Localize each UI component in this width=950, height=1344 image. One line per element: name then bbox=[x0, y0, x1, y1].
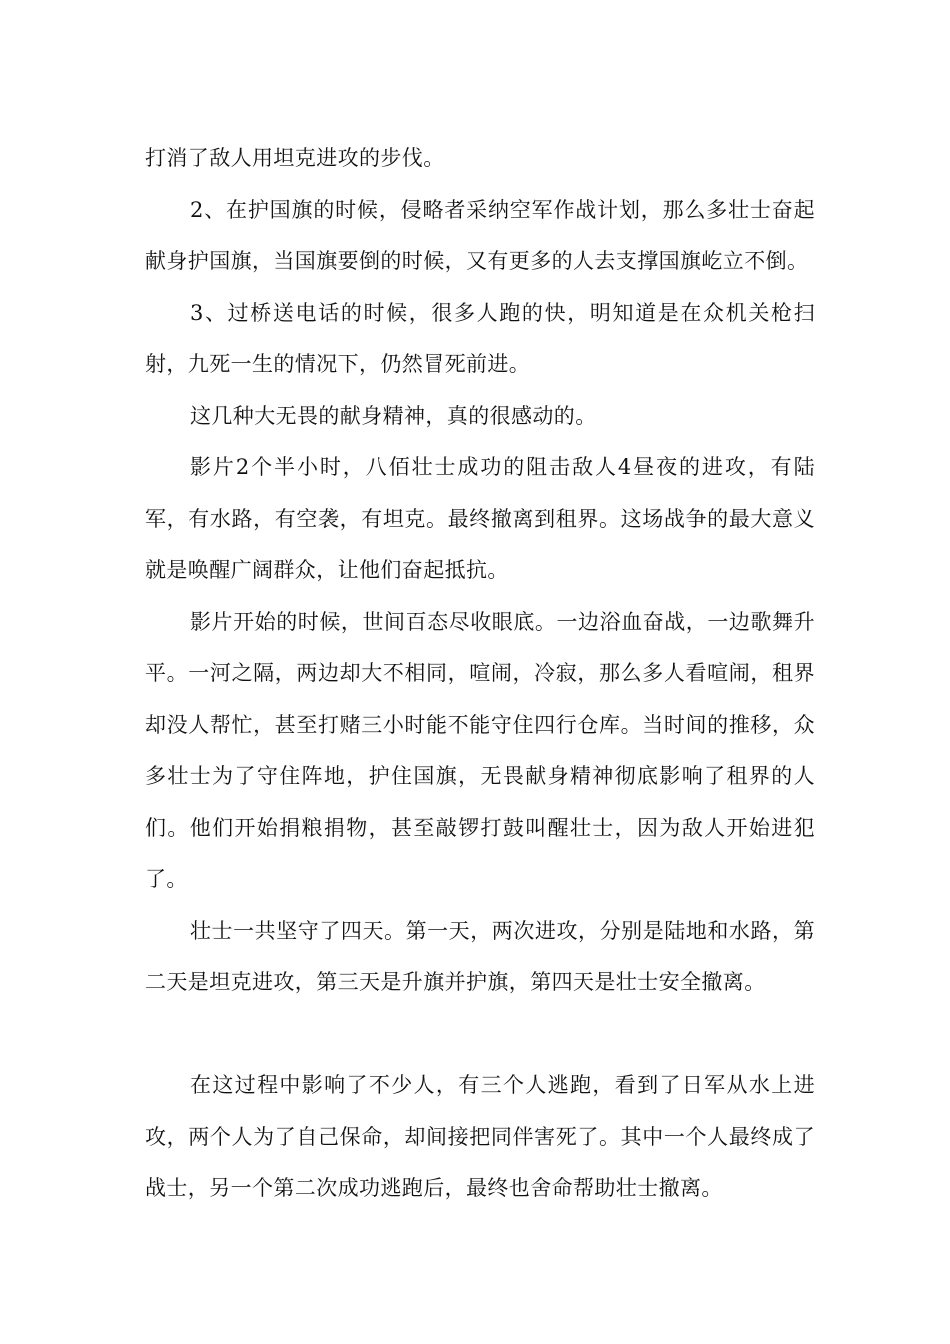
paragraph-film-length: 影片2个半小时，八佰壮士成功的阻击敌人4昼夜的进攻，有陆军，有水路，有空袭，有坦克。最终撤离到租界。这场战争的最大意义就是唤醒广阔群众，让他们奋起抵抗。 bbox=[145, 455, 815, 582]
paragraph-four-days: 壮士一共坚守了四天。第一天，两次进攻，分别是陆地和水路，第二天是坦克进攻，第三天是升旗并护旗，第四天是壮士安全撤离。 bbox=[145, 918, 815, 994]
paragraph-point-3: 3、过桥送电话的时候，很多人跑的快，明知道是在众机关枪扫射，九死一生的情况下，仍然冒死前进。 bbox=[145, 300, 815, 376]
body-text bbox=[145, 133, 815, 1215]
paragraph-film-opening: 影片开始的时候，世间百态尽收眼底。一边浴血奋战，一边歌舞升平。一河之隔，两边却大不相同，喧闹，冷寂，那么多人看喧闹，租界却没人帮忙，甚至打赌三小时能不能守住四行仓库。当时间的推移，众多壮士为了守住阵地，护住国旗，无畏献身精神彻底影响了租界的人们。他们开始捐粮捐物，甚至敲锣打鼓叫醒壮士，因为敌人开始进犯了。 bbox=[145, 609, 815, 891]
paragraph-continuation: 打消了敌人用坦克进攻的步伐。 bbox=[145, 146, 445, 170]
paragraph-point-2: 2、在护国旗的时候，侵略者采纳空军作战计划，那么多壮士奋起献身护国旗，当国旗要倒的时候，又有更多的人去支撑国旗屹立不倒。 bbox=[145, 197, 815, 273]
paragraph-influence: 在这过程中影响了不少人，有三个人逃跑，看到了日军从水上进攻，两个人为了自己保命，却间接把同伴害死了。其中一个人最终成了战士，另一个第二次成功逃跑后，最终也舍命帮助壮士撤离。 bbox=[145, 1073, 815, 1200]
blank-line bbox=[145, 1009, 815, 1061]
paragraph-spirit: 这几种大无畏的献身精神，真的很感动的。 bbox=[190, 403, 597, 428]
